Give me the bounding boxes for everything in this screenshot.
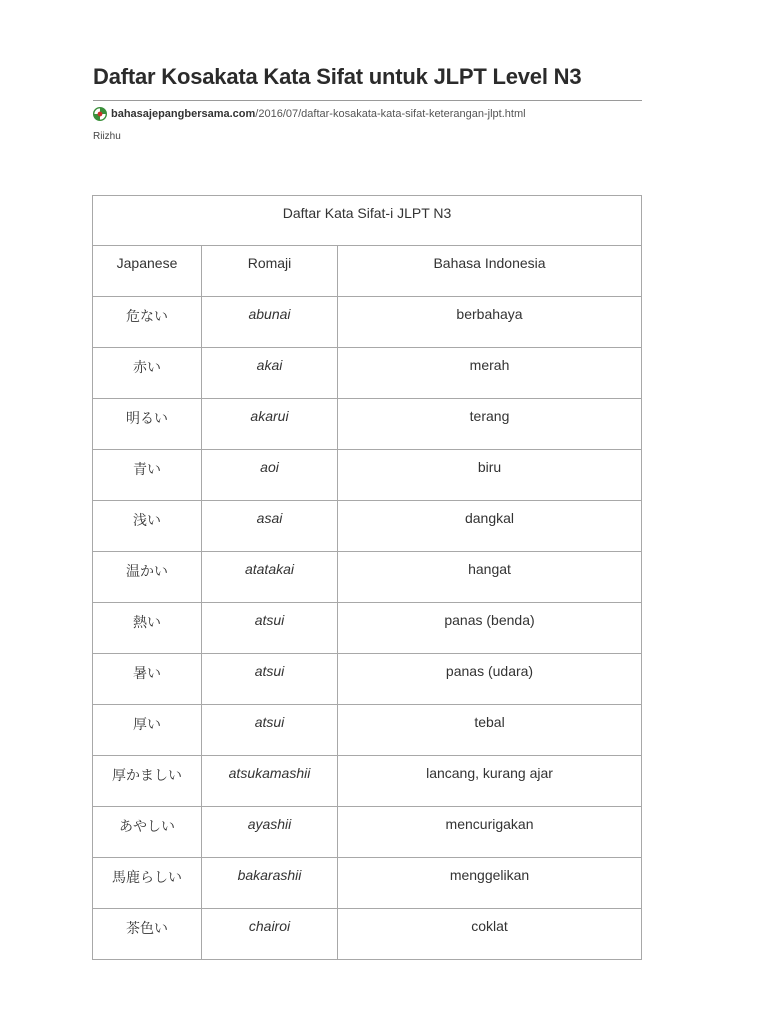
cell-indonesian: dangkal [338,501,642,552]
cell-indonesian: biru [338,450,642,501]
cell-romaji: asai [202,501,338,552]
title-divider [93,100,642,101]
table-row [93,450,642,501]
table-row [93,399,642,450]
table-header-row [93,246,642,297]
table-row [93,348,642,399]
cell-indonesian: tebal [338,705,642,756]
table-row [93,705,642,756]
cell-japanese: 暑い [93,654,202,705]
table-row [93,297,642,348]
cell-romaji: atsui [202,603,338,654]
column-header-japanese: Japanese [93,246,202,297]
cell-japanese: 浅い [93,501,202,552]
cell-romaji: atsukamashii [202,756,338,807]
cell-japanese: 赤い [93,348,202,399]
site-favicon-icon [93,107,107,121]
cell-romaji: atsui [202,705,338,756]
cell-romaji: bakarashii [202,858,338,909]
cell-indonesian: berbahaya [338,297,642,348]
column-header-indonesian: Bahasa Indonesia [338,246,642,297]
cell-romaji: atatakai [202,552,338,603]
table-row [93,807,642,858]
cell-indonesian: lancang, kurang ajar [338,756,642,807]
cell-japanese: 明るい [93,399,202,450]
table-row [93,552,642,603]
cell-japanese: 熱い [93,603,202,654]
cell-indonesian: coklat [338,909,642,960]
cell-japanese: 青い [93,450,202,501]
cell-japanese: 危ない [93,297,202,348]
vocabulary-table [92,195,642,960]
table-row [93,858,642,909]
source-link[interactable] [93,106,526,122]
cell-romaji: ayashii [202,807,338,858]
table-row [93,603,642,654]
cell-japanese: 茶色い [93,909,202,960]
cell-romaji: aoi [202,450,338,501]
source-domain: bahasajepangbersama.com [111,108,256,120]
author-name: Riizhu [93,131,121,142]
table-caption-row [93,196,642,246]
cell-indonesian: merah [338,348,642,399]
cell-japanese: 厚かましい [93,756,202,807]
table-row [93,756,642,807]
cell-japanese: 温かい [93,552,202,603]
cell-indonesian: hangat [338,552,642,603]
page-title: Daftar Kosakata Kata Sifat untuk JLPT Level N3 [93,64,582,89]
cell-indonesian: menggelikan [338,858,642,909]
column-header-romaji: Romaji [202,246,338,297]
table-caption: Daftar Kata Sifat-i JLPT N3 [93,196,642,246]
cell-japanese: 厚い [93,705,202,756]
cell-romaji: akai [202,348,338,399]
cell-japanese: 馬鹿らしい [93,858,202,909]
table-row [93,654,642,705]
cell-indonesian: terang [338,399,642,450]
cell-romaji: akarui [202,399,338,450]
cell-indonesian: panas (udara) [338,654,642,705]
cell-romaji: atsui [202,654,338,705]
cell-romaji: chairoi [202,909,338,960]
source-path: /2016/07/daftar-kosakata-kata-sifat-keterangan-jlpt.html [255,108,526,120]
cell-indonesian: mencurigakan [338,807,642,858]
cell-indonesian: panas (benda) [338,603,642,654]
table-row [93,909,642,960]
cell-japanese: あやしい [93,807,202,858]
table-row [93,501,642,552]
cell-romaji: abunai [202,297,338,348]
